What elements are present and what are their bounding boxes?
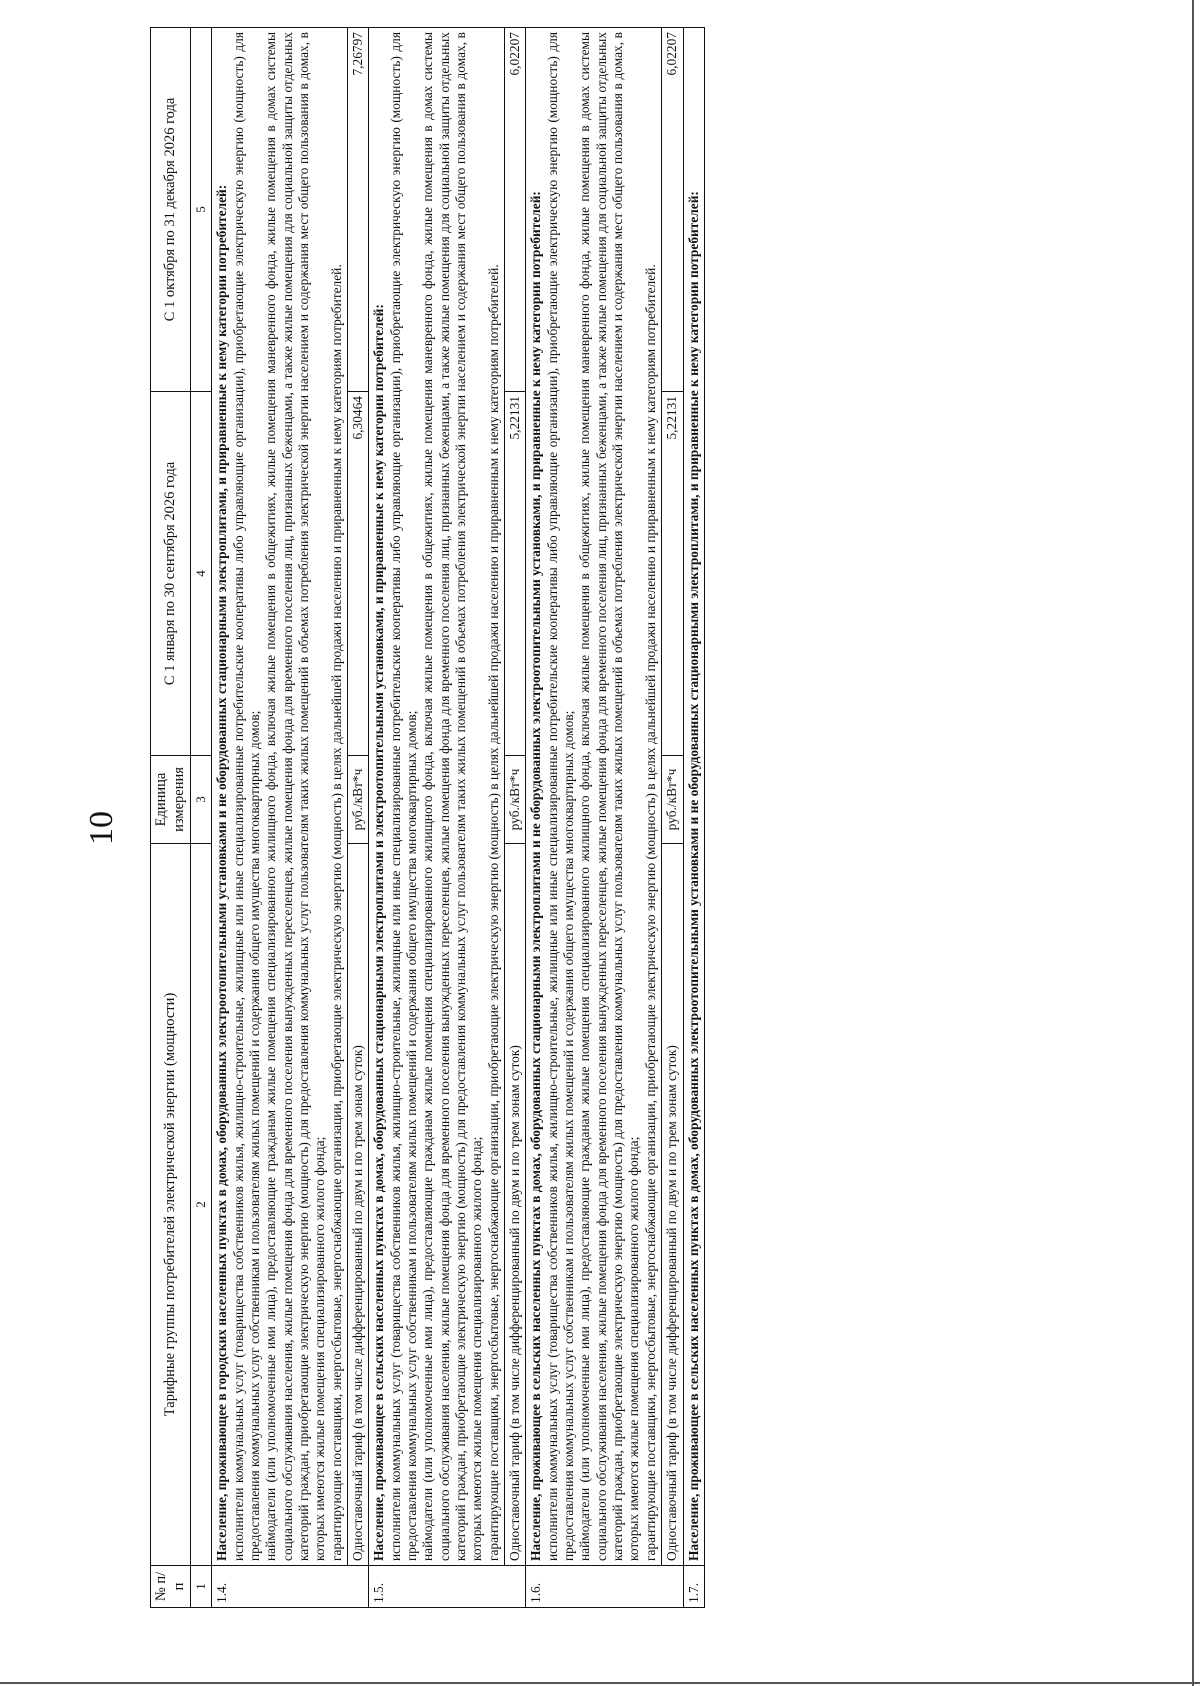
tariff-row [347, 28, 368, 1608]
tariff-unit: руб./кВт*ч [505, 756, 526, 844]
consumer-item: наймодатели (или уполномоченные ими лица), предоставляющие гражданам жилые помещения специализированного жилищного фонда, включая жилые помещения в общежитиях, жилые помещения маневренного фонда, жилые помещения в домах системы социального обслуживания населения, жилые помещения фонда для временного поселения вынужденных переселенцев, жилые помещения фонда для временного поселения лиц, признанных беженцами, а также жилые помещения для социальной защиты отдельных категорий граждан, приобретающие электрическую энергию (мощность) для предоставления коммунальных услуг пользователям таких жилых помещений в объемах потребления электрической энергии населением и содержания мест общего пользования в домах, в которых имеются жилые помещения специализированного жилого фонда; [420, 32, 485, 1561]
section-description [369, 28, 505, 1566]
section-number: 1.5. [369, 1566, 526, 1608]
column-number: 5 [191, 28, 212, 392]
tariff-value-period-2: 6,02207 [662, 28, 683, 392]
section-description [212, 28, 348, 1566]
section-title: Население, проживающее в сельских населенных пунктах в домах, оборудованных стационарными электроплитами и электроотопительными установками, и приравненные к нему категории потребителей: [371, 304, 387, 1561]
consumer-item: гарантирующие поставщики, энергосбытовые, энергоснабжающие организации, приобретающие электрическую энергию (мощность) в целях дальнейшей продажи населению и приравненным к нему категориям потребителей. [328, 264, 344, 1561]
rotated-page-content [150, 28, 1030, 1608]
section-row [369, 28, 505, 1608]
table-header-row [151, 28, 191, 1608]
header-num: № п/п [151, 1566, 191, 1608]
section-number: 1.7. [683, 1566, 704, 1608]
section-title: Население, проживающее в сельских населенных пунктах в домах, оборудованных стационарными электроплитами и не оборудованных электроотопительными установками, и приравненные к нему категории потребителей: [528, 191, 544, 1561]
section-number: 1.6. [526, 1566, 683, 1608]
page-number: 10 [83, 811, 120, 845]
header-unit: Единица измерения [151, 756, 191, 844]
section-row [683, 28, 704, 1608]
section-number: 1.4. [212, 1566, 369, 1608]
consumer-item: наймодатели (или уполномоченные ими лица), предоставляющие гражданам жилые помещения специализированного жилищного фонда, включая жилые помещения в общежитиях, жилые помещения маневренного фонда, жилые помещения в домах системы социального обслуживания населения, жилые помещения фонда для временного поселения вынужденных переселенцев, жилые помещения фонда для временного поселения лиц, признанных беженцами, а также жилые помещения для социальной защиты отдельных категорий граждан, приобретающие электрическую энергию (мощность) для предоставления коммунальных услуг пользователям таких жилых помещений в объемах потребления электрической энергии населением и содержания мест общего пользования в домах, в которых имеются жилые помещения специализированного жилого фонда; [263, 32, 328, 1561]
section-title: Население, проживающее в сельских населенных пунктах в домах, оборудованных электроотопительными установками и не оборудованных стационарными электроплитами, и приравненные к нему категории потребителей: [685, 191, 701, 1561]
tariff-value-period-1: 5,22131 [505, 392, 526, 756]
consumer-item: исполнители коммунальных услуг (товарищества собственников жилья, жилищно-строительные, жилищные или иные специализированные потребительские кооперативы либо управляющие организации), приобретающие электрическую энергию (мощность) для предоставления коммунальных услуг собственникам и пользователям жилых помещений и содержания общего имущества многоквартирных домов; [544, 32, 577, 1561]
tariff-label: Одноставочный тариф (в том числе дифференцированный по двум и по трем зонам суток) [505, 844, 526, 1566]
column-number-row [191, 28, 212, 1608]
column-number: 1 [191, 1566, 212, 1608]
tariff-label: Одноставочный тариф (в том числе дифференцированный по двум и по трем зонам суток) [347, 844, 368, 1566]
column-number: 4 [191, 392, 212, 756]
section-description [683, 28, 704, 1566]
tariff-value-period-1: 6,30464 [347, 392, 368, 756]
section-title: Население, проживающее в городских населенных пунктах в домах, оборудованных электроотопительными установками и не оборудованных стационарными электроплитами, и приравненные к нему категории потребителей: [214, 184, 230, 1561]
tariff-value-period-2: 6,02207 [505, 28, 526, 392]
tariff-row [505, 28, 526, 1608]
section-row [526, 28, 662, 1608]
column-number: 3 [191, 756, 212, 844]
consumer-item: гарантирующие поставщики, энергосбытовые, энергоснабжающие организации, приобретающие электрическую энергию (мощность) в целях дальнейшей продажи населению и приравненным к нему категориям потребителей. [485, 264, 501, 1561]
scan-edge-bottom [0, 1682, 1200, 1684]
tariff-value-period-1: 5,22131 [662, 392, 683, 756]
consumer-item: исполнители коммунальных услуг (товарищества собственников жилья, жилищно-строительные, жилищные или иные специализированные потребительские кооперативы либо управляющие организации), приобретающие электрическую энергию (мощность) для предоставления коммунальных услуг собственникам и пользователям жилых помещений и содержания общего имущества многоквартирных домов; [387, 32, 420, 1561]
header-period-1: С 1 января по 30 сентября 2026 года [151, 392, 191, 756]
column-number: 2 [191, 844, 212, 1566]
tariff-unit: руб./кВт*ч [347, 756, 368, 844]
tariff-value-period-2: 7,26797 [347, 28, 368, 392]
section-description [526, 28, 662, 1566]
section-row [212, 28, 348, 1608]
tariff-row [662, 28, 683, 1608]
tariff-table [150, 27, 705, 1608]
tariff-label: Одноставочный тариф (в том числе дифференцированный по двум и по трем зонам суток) [662, 844, 683, 1566]
tariff-unit: руб./кВт*ч [662, 756, 683, 844]
consumer-item: гарантирующие поставщики, энергосбытовые, энергоснабжающие организации, приобретающие электрическую энергию (мощность) в целях дальнейшей продажи населению и приравненным к нему категориям потребителей. [642, 264, 658, 1561]
consumer-item: исполнители коммунальных услуг (товарищества собственников жилья, жилищно-строительные, жилищные или иные специализированные потребительские кооперативы либо управляющие организации), приобретающие электрическую энергию (мощность) для предоставления коммунальных услуг собственникам и пользователям жилых помещений и содержания общего имущества многоквартирных домов; [230, 32, 262, 1561]
header-period-2: С 1 октября по 31 декабря 2026 года [151, 28, 191, 392]
consumer-item: наймодатели (или уполномоченные ими лица), предоставляющие гражданам жилые помещения специализированного жилищного фонда, включая жилые помещения в общежитиях, жилые помещения маневренного фонда, жилые помещения в домах системы социального обслуживания населения, жилые помещения фонда для временного поселения вынужденных переселенцев, жилые помещения фонда для временного поселения лиц, признанных беженцами, а также жилые помещения для социальной защиты отдельных категорий граждан, приобретающие электрическую энергию (мощность) для предоставления коммунальных услуг пользователям таких жилых помещений в объемах потребления электрической энергии населением и содержания мест общего пользования в домах, в которых имеются жилые помещения специализированного жилого фонда; [577, 32, 642, 1561]
scan-edge-right [1192, 0, 1194, 1686]
header-group: Тарифные группы потребителей электрической энергии (мощности) [151, 844, 191, 1566]
